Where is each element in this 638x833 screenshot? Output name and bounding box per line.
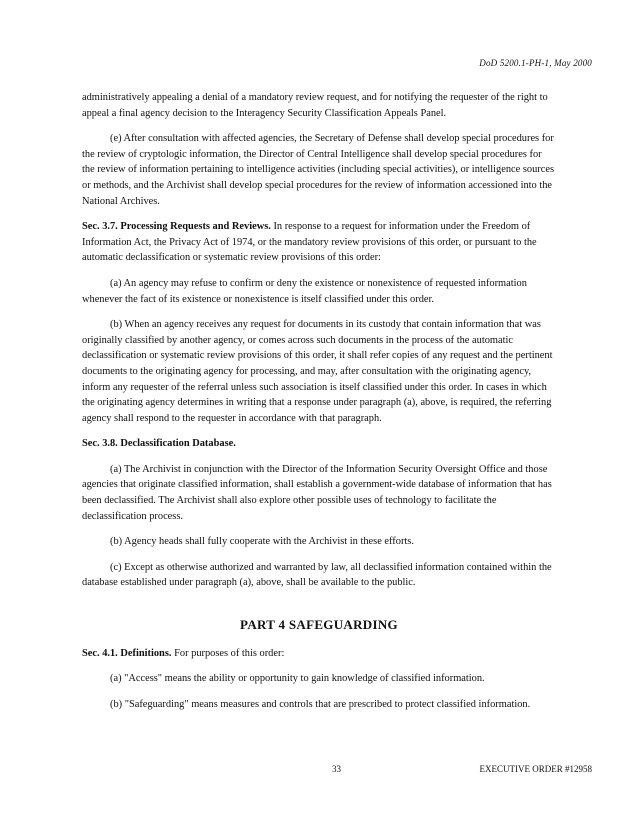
section-3-8-paragraph-c: (c) Except as otherwise authorized and warranted by law, all declassified information contained within the database established under paragraph (a), above, shall be available to the public. bbox=[82, 561, 552, 589]
footer-order-name: EXECUTIVE ORDER #12958 bbox=[479, 764, 592, 774]
section-3-8-paragraph-b: (b) Agency heads shall fully cooperate with the Archivist in these efforts. bbox=[110, 536, 414, 548]
document-id-header: DoD 5200.1-PH-1, May 2000 bbox=[479, 58, 592, 68]
section-3-8 bbox=[82, 436, 556, 452]
section-3-7-paragraph-a: (a) An agency may refuse to confirm or deny the existence or nonexistence of requested information whenever the fact of its existence or nonexistence is itself classified under this order. bbox=[82, 277, 527, 305]
section-4-1 bbox=[82, 646, 556, 662]
section-3-7-title: Sec. 3.7. Processing Requests and Reviews. bbox=[82, 221, 271, 233]
section-4-1-intro: For purposes of this order: bbox=[174, 647, 285, 659]
section-4-1-title: Sec. 4.1. Definitions. bbox=[82, 647, 172, 659]
section-3-8-title: Sec. 3.8. Declassification Database. bbox=[82, 438, 236, 450]
paragraph-special-procedures: (e) After consultation with affected agencies, the Secretary of Defense shall develop special procedures for the review of cryptologic information, the Director of Central Intelligence shall develop special procedures for the review of information pertaining to intelligence activities (including special activities), or intelligence sources or methods, and the Archivist shall develop special procedures for the review of information accessioned into the National Archives. bbox=[82, 133, 555, 207]
document-body bbox=[82, 90, 556, 722]
section-4-1-paragraph-b: (b) "Safeguarding" means measures and controls that are prescribed to protect classified information. bbox=[110, 698, 531, 710]
section-3-7-intro: In response to a request for information under the Freedom of Information Act, the Privacy Act of 1974, or the mandatory review provisions of this order, or pursuant to the automatic declassification or systematic review provisions of this order: bbox=[82, 221, 537, 264]
part-4-heading: PART 4 SAFEGUARDING bbox=[240, 617, 398, 633]
section-4-1-paragraph-a: (a) "Access" means the ability or opportunity to gain knowledge of classified information. bbox=[110, 673, 485, 685]
page-number: 33 bbox=[332, 764, 341, 774]
section-3-7-paragraph-b: (b) When an agency receives any request for documents in its custody that contain information that was originally classified by another agency, or comes across such documents in the process of the automatic declassification or systematic review provisions of this order, it shall refer copies of any request and the pertinent documents to the originating agency for processing, and may, after consultation with the originating agency, inform any requester of the referral unless such association is itself classified under this order. In cases in which the originating agency determines in writing that a response under paragraph (a), above, is required, the referring agency shall respond to the requester in accordance with that paragraph. bbox=[82, 319, 553, 424]
paragraph-appeal-continuation: administratively appealing a denial of a mandatory review request, and for notifying the requester of the right to appeal a final agency decision to the Interagency Security Classification Appeals Panel. bbox=[82, 92, 548, 119]
section-3-7 bbox=[82, 219, 556, 266]
section-3-8-paragraph-a: (a) The Archivist in conjunction with the Director of the Information Security Oversight Office and those agencies that originate classified information, shall establish a government-wide database of information that has been declassified. The Archivist shall also explore other possible uses of technology to facilitate the declassification process. bbox=[82, 463, 552, 522]
